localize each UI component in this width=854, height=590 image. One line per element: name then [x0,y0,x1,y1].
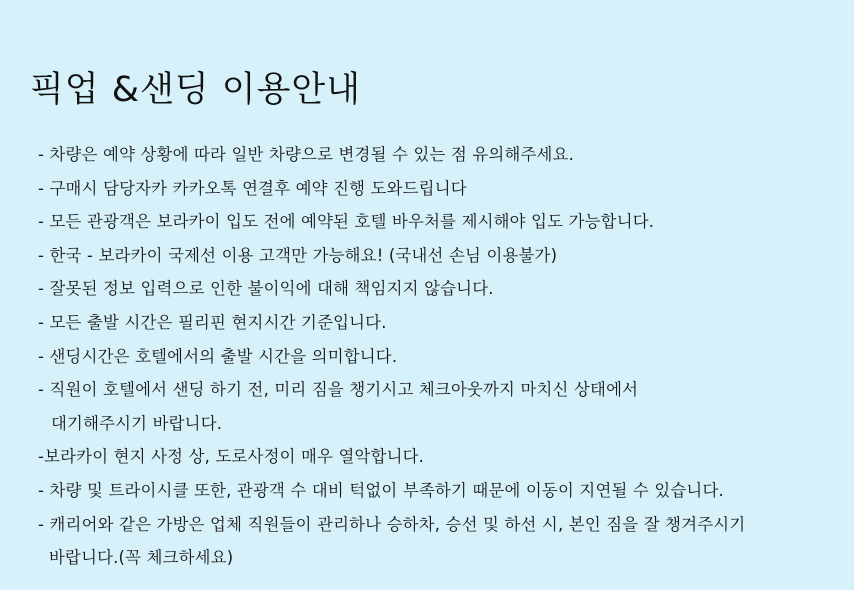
notice-item [38,313,846,333]
notice-item-text: - 모든 출발 시간은 필리핀 현지시간 기준입니다. [38,312,387,332]
notice-item [38,481,846,501]
notice-item-text: - 캐리어와 같은 가방은 업체 직원들이 관리하나 승하차, 승선 및 하선 시, 본인 짐을 잘 챙겨주시기 [38,514,746,534]
notice-item [38,145,846,165]
notice-item-text: - 잘못된 정보 입력으로 인한 불이익에 대해 책임지지 않습니다. [38,279,494,299]
notice-item [38,380,846,434]
notice-item-text: - 한국 - 보라카이 국제선 이용 고객만 가능해요! (국내선 손님 이용불가) [38,245,558,265]
notice-item-text: - 모든 관광객은 보라카이 입도 전에 예약된 호텔 바우처를 제시해야 입도 가능합니다. [38,212,655,232]
page-title: 픽업 &샌딩 이용안내 [30,70,362,110]
notice-item [38,212,846,232]
notice-item [38,447,846,467]
notice-item-text: - 차량은 예약 상황에 따라 일반 차량으로 변경될 수 있는 점 유의해주세요. [38,145,575,164]
notice-item-continuation: 대기해주시기 바랍니다. [51,413,223,433]
notice-item [38,347,846,367]
notice-item-continuation: 바랍니다.(꼭 체크하세요) [49,548,234,568]
notice-item [38,246,846,266]
notice-item-text: - 샌딩시간은 호텔에서의 출발 시간을 의미합니다. [38,346,398,366]
notice-item [38,279,846,299]
notice-item [38,179,846,199]
notice-item-text: - 구매시 담당자카 카카오톡 연결후 예약 진행 도와드립니다 [38,178,467,198]
notice-item-text: -보라카이 현지 사정 상, 도로사정이 매우 열악합니다. [38,447,425,467]
notice-item-text: - 차량 및 트라이시클 또한, 관광객 수 대비 턱없이 부족하기 때문에 이동이 지연될 수 있습니다. [38,480,724,500]
notice-item-text: - 직원이 호텔에서 샌딩 하기 전, 미리 짐을 챙기시고 체크아웃까지 마치신 상태에서 [38,380,639,400]
notice-item [38,515,846,569]
notice-list [38,145,846,582]
